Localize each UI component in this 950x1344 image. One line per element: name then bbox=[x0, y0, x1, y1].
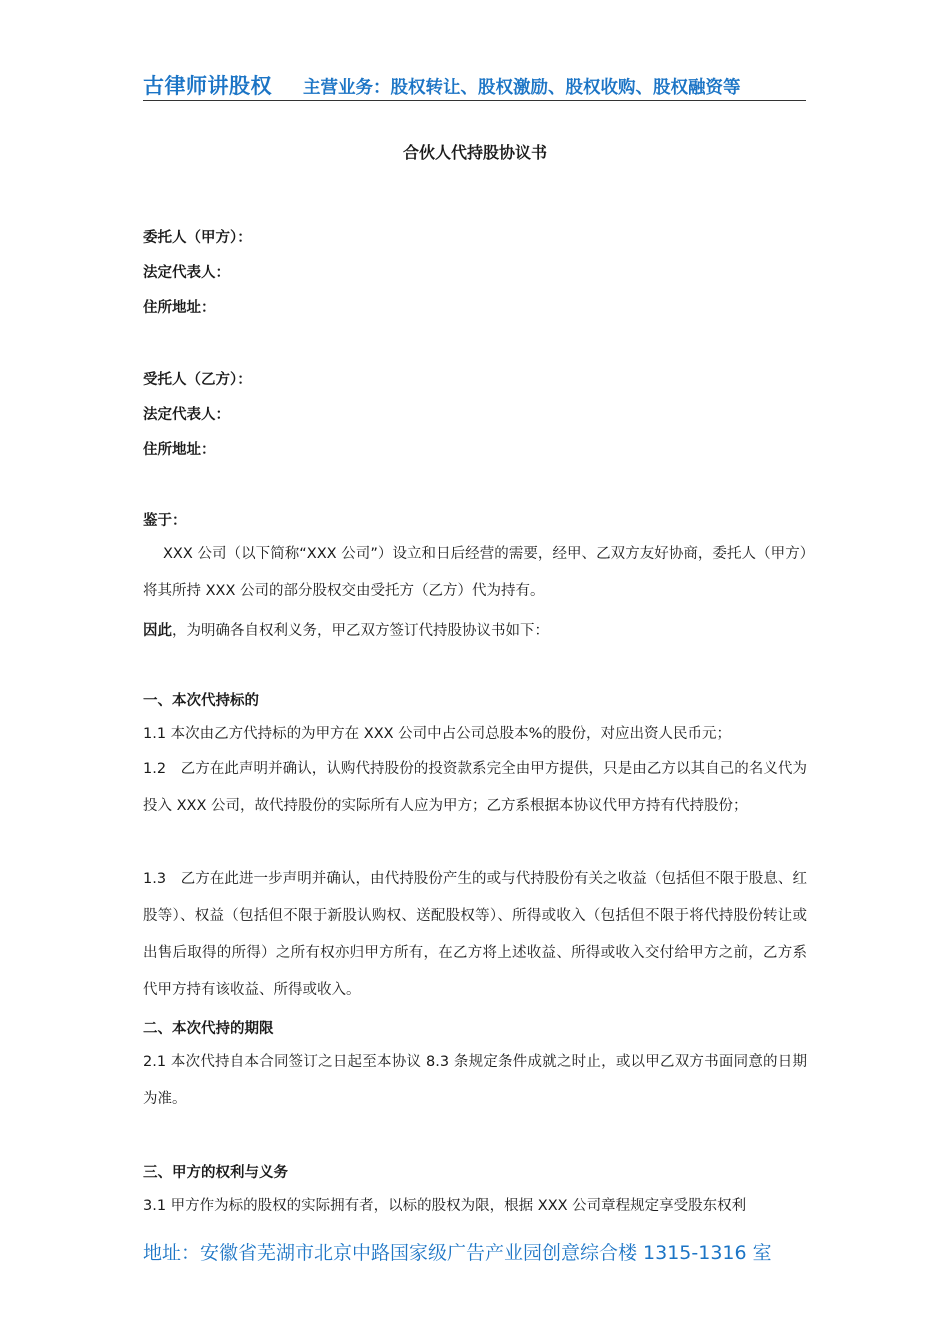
clause-1-3: 1.3 乙方在此进一步声明并确认，由代持股份产生的或与代持股份有关之收益（包括但不限于股息、红股等）、权益（包括但不限于新股认购权、送配股权等）、所得或收入（包括但不限于将代持股份转让或出售后取得的所得）之所有权亦归甲方所有，在乙方将上述收益、所得或收入交付给甲方之前，乙方系代甲方持有该收益、所得或收入。 bbox=[143, 871, 807, 998]
party-a-label: 委托人（甲方）： bbox=[143, 230, 252, 246]
clause-1-2: 1.2 乙方在此声明并确认，认购代持股份的投资款系完全由甲方提供，只是由乙方以其自己的名义代为投入 XXX 公司，故代持股份的实际所有人应为甲方；乙方系根据本协议代甲方持有代持股份； bbox=[143, 761, 807, 814]
page-header bbox=[143, 70, 806, 101]
business-scope: 主营业务：股权转让、股权激励、股权收购、股权融资等 bbox=[303, 78, 741, 98]
section-3-heading: 三、甲方的权利与义务 bbox=[143, 1165, 288, 1181]
clause-3-1: 3.1 甲方作为标的股权的实际拥有者，以标的股权为限，根据 XXX 公司章程规定享受股东权利 bbox=[143, 1198, 747, 1214]
document-title: 合伙人代持股协议书 bbox=[402, 143, 547, 162]
therefore-line bbox=[143, 619, 549, 640]
brand-name: 古律师讲股权 bbox=[143, 74, 272, 98]
party-b-label: 受托人（乙方）： bbox=[143, 372, 252, 388]
therefore-text: ，为明确各自权利义务，甲乙双方签订代持股协议书如下： bbox=[172, 623, 549, 639]
section-2-heading: 二、本次代持的期限 bbox=[143, 1021, 274, 1037]
clause-2-1: 2.1 本次代持自本合同签订之日起至本协议 8.3 条规定条件成就之时止，或以甲乙双方书面同意的日期为准。 bbox=[143, 1054, 807, 1107]
party-a-address: 住所地址： bbox=[143, 300, 216, 316]
party-a-rep: 法定代表人： bbox=[143, 265, 230, 281]
footer-address: 地址：安徽省芜湖市北京中路国家级广告产业园创意综合楼 1315-1316 室 bbox=[143, 1242, 772, 1264]
section-1-heading: 一、本次代持标的 bbox=[143, 693, 259, 709]
clause-1-1: 1.1 本次由乙方代持标的为甲方在 XXX 公司中占公司总股本%的股份，对应出资人民币元； bbox=[143, 726, 731, 742]
party-b-rep: 法定代表人： bbox=[143, 407, 230, 423]
therefore-keyword: 因此 bbox=[143, 623, 172, 639]
whereas-heading: 鉴于： bbox=[143, 513, 187, 529]
whereas-paragraph: XXX 公司（以下简称“XXX 公司”）设立和日后经营的需要，经甲、乙双方友好协商，委托人（甲方）将其所持 XXX 公司的部分股权交由受托方（乙方）代为持有。 bbox=[143, 546, 807, 599]
party-b-address: 住所地址： bbox=[143, 442, 216, 458]
